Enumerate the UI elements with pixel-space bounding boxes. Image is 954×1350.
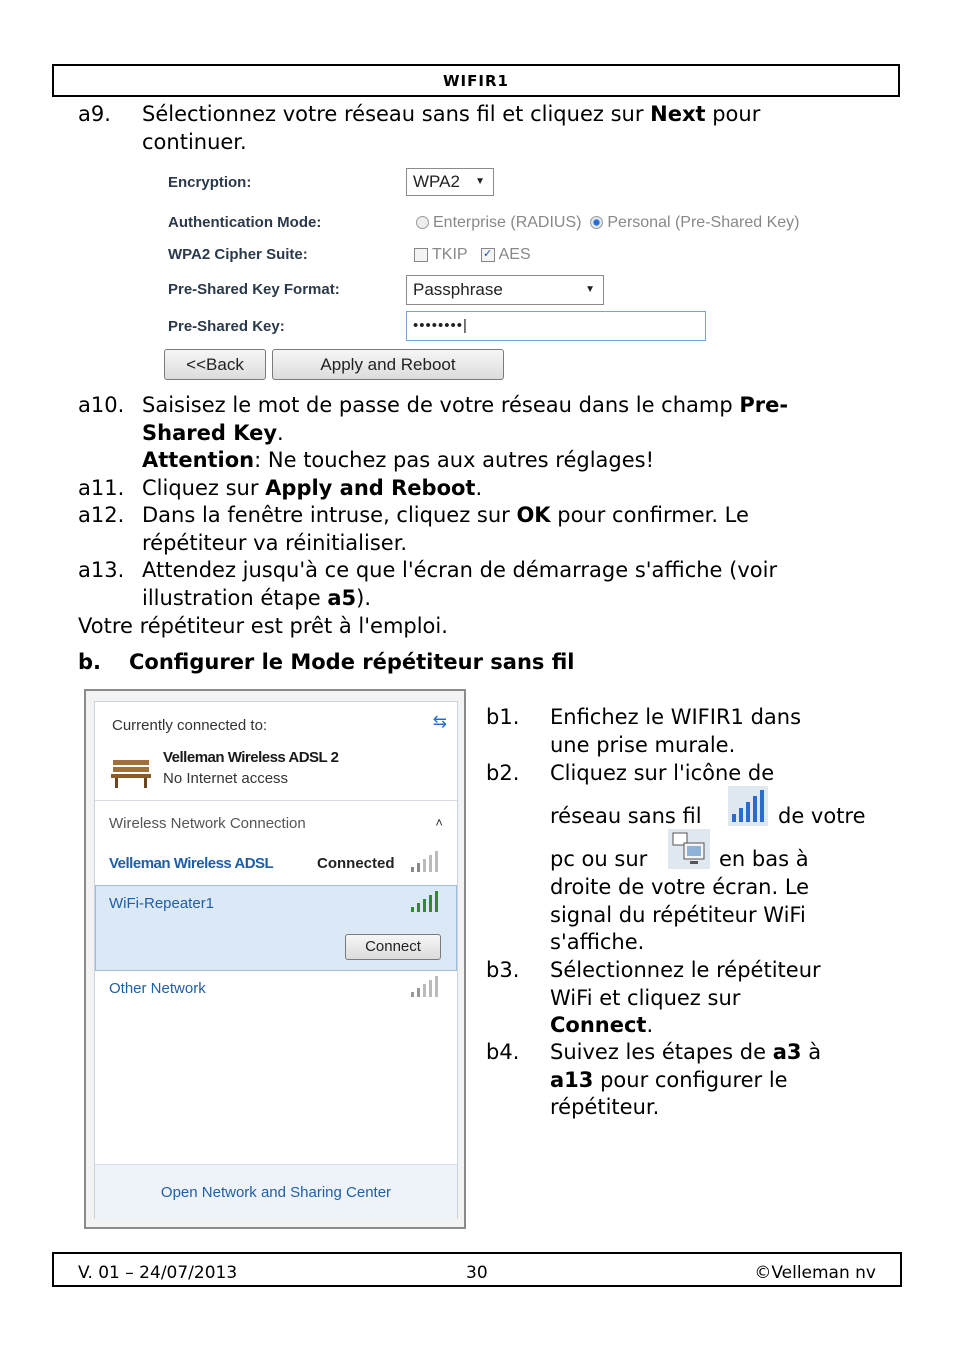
step-number: a11. (78, 476, 125, 500)
page-number: 30 (466, 1263, 488, 1283)
network-status: Connected (317, 855, 395, 872)
back-button[interactable]: <<Back (164, 349, 266, 380)
network-item-wifi-repeater[interactable]: WiFi-Repeater1 (109, 895, 215, 912)
signal-icon (409, 889, 441, 913)
checkbox-tkip[interactable] (414, 248, 428, 262)
step-text: pc ou sur (550, 847, 648, 871)
network-pc-icon (668, 829, 710, 869)
step-number: a9. (78, 102, 111, 126)
radio-enterprise[interactable] (416, 216, 429, 229)
cipher-options: TKIP ✓ AES (414, 246, 531, 264)
step-number: a10. (78, 393, 125, 417)
step-number: a13. (78, 558, 125, 582)
step-text: Dans la fenêtre intruse, cliquez sur OK pour confirmer. Le répétiteur va réinitialiser. (142, 503, 749, 555)
router-settings-screenshot (160, 162, 860, 382)
step-number: b2. (486, 761, 520, 785)
step-text: de votre (778, 804, 866, 828)
bench-network-icon (109, 754, 153, 788)
encryption-label: Encryption: (168, 174, 252, 191)
refresh-icon[interactable]: ⇆ (432, 712, 447, 731)
auth-mode-options: Enterprise (RADIUS) Personal (Pre-Shared Key) (416, 214, 799, 232)
step-text: Cliquez sur Apply and Reboot. (142, 476, 483, 500)
step-text: droite de votre écran. Le signal du répétiteur WiFi s'affiche. (550, 875, 810, 954)
auth-mode-label: Authentication Mode: (168, 214, 322, 231)
divider (95, 800, 457, 801)
step-text: Cliquez sur l'icône de (550, 761, 775, 785)
step-number: a12. (78, 503, 125, 527)
wifi-signal-icon (728, 786, 768, 826)
step-text: Enfichez le WIFIR1 dans une prise murale. (550, 705, 802, 757)
step-text: Sélectionnez le répétiteur WiFi et cliquez sur Connect. (550, 958, 821, 1037)
page-footer (52, 1252, 902, 1287)
section-number: b. (78, 650, 102, 674)
current-network-name: Velleman Wireless ADSL 2 (163, 749, 339, 766)
chevron-up-icon[interactable]: ˄ (435, 815, 443, 830)
step-text: réseau sans fil (550, 804, 702, 828)
network-flyout-panel (94, 701, 458, 1219)
version: V. 01 – 24/07/2013 (78, 1263, 238, 1283)
apply-and-reboot-button[interactable]: Apply and Reboot (272, 349, 504, 380)
psk-format-select[interactable]: Passphrase ▼ (406, 275, 604, 305)
step-text: Attendez jusqu'à ce que l'écran de démarrage s'affiche (voir illustration étape a5). (142, 558, 778, 610)
radio-personal[interactable] (590, 216, 603, 229)
network-item-other[interactable]: Other Network (109, 980, 206, 997)
checkbox-aes[interactable]: ✓ (481, 248, 495, 262)
cipher-suite-label: WPA2 Cipher Suite: (168, 246, 308, 263)
connect-button[interactable]: Connect (345, 934, 441, 960)
network-flyout-screenshot (84, 689, 466, 1229)
section-title: Wireless Network Connection (109, 815, 306, 832)
psk-label: Pre-Shared Key: (168, 318, 285, 335)
current-network-status: No Internet access (163, 770, 289, 787)
step-text: Sélectionnez votre réseau sans fil et cliquez sur Next pour continuer. (142, 102, 761, 154)
step-text: Saisisez le mot de passe de votre réseau dans le champ Pre- Shared Key. Attention: Ne touchez pas aux autres réglages! (142, 393, 789, 472)
connected-to-label: Currently connected to: (112, 717, 268, 734)
step-number: b4. (486, 1040, 520, 1064)
open-network-center-link[interactable]: Open Network and Sharing Center (160, 1184, 392, 1201)
chevron-down-icon: ▼ (585, 284, 595, 295)
psk-input[interactable]: ••••••••| (406, 311, 706, 341)
chevron-down-icon: ▼ (475, 176, 485, 187)
signal-icon (409, 849, 441, 873)
page-header: WIFIR1 (52, 64, 900, 97)
step-number: b1. (486, 705, 520, 729)
psk-format-label: Pre-Shared Key Format: (168, 281, 340, 298)
encryption-select[interactable]: WPA2 ▼ (406, 168, 494, 196)
step-text: Suivez les étapes de a3 à a13 pour configurer le répétiteur. (550, 1040, 822, 1119)
copyright: ©Velleman nv (754, 1263, 876, 1283)
ready-text: Votre répétiteur est prêt à l'emploi. (78, 614, 448, 638)
step-text: en bas à (719, 847, 809, 871)
step-number: b3. (486, 958, 520, 982)
section-title: Configurer le Mode répétiteur sans fil (129, 650, 575, 674)
signal-icon (409, 974, 441, 998)
network-item-velleman[interactable]: Velleman Wireless ADSL (109, 855, 274, 872)
